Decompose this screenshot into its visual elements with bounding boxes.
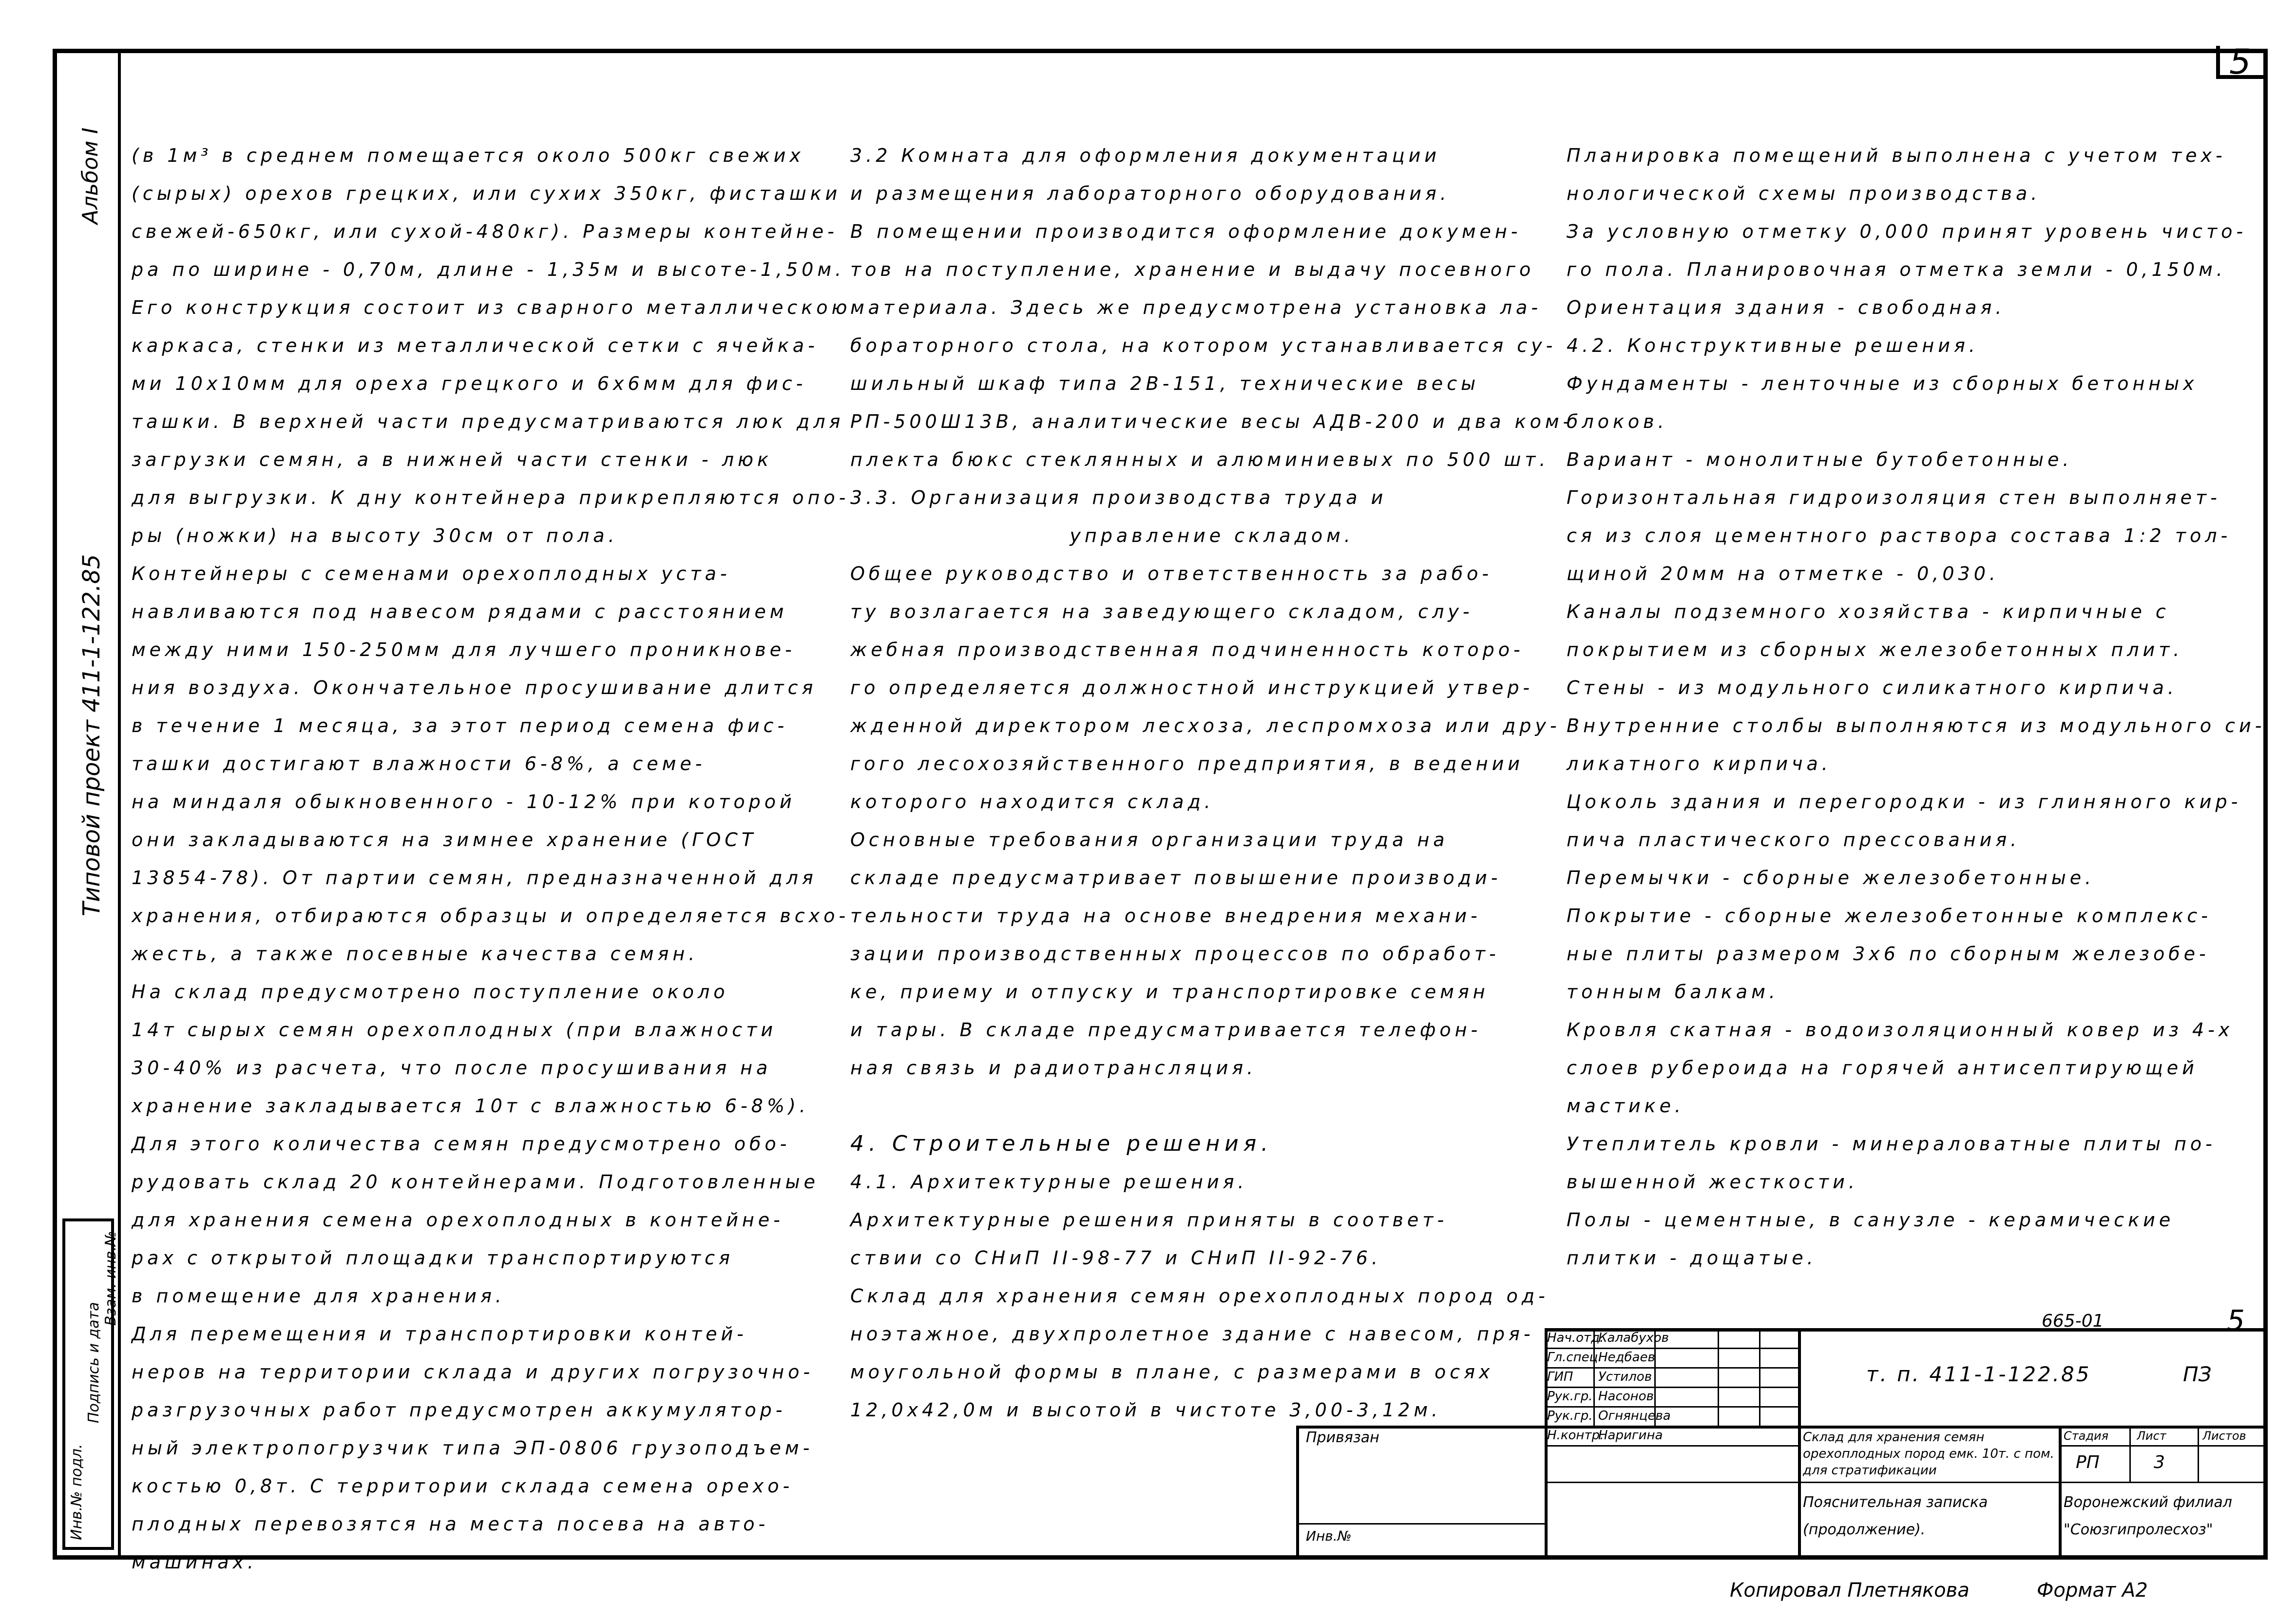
text-line: плодных перевозятся на места посева на авто- [132,1513,769,1535]
text-line: для хранения семена орехоплодных в контейне- [132,1209,784,1231]
paper-format: Формат А2 [2037,1579,2148,1602]
text-line: 3.3. Организация производства труда и [850,487,1387,508]
text-line: моугольной формы в плане, с размерами в осях [850,1361,1494,1383]
text-line: жесть, а также посевные качества семян. [132,943,699,965]
text-line: и тары. В складе предусматривается телефон- [850,1019,1482,1041]
text-line: хранения, отбираются образцы и определяется всхо- [132,905,850,927]
text-line: ноэтажное, двухпролетное здание с навесом, пря- [850,1323,1534,1345]
text-line: Полы - цементные, в санузле - керамические [1567,1209,2175,1231]
text-line: пича пластического прессования. [1567,829,2021,850]
sheet-label: Лист [2137,1429,2166,1443]
text-line: костью 0,8т. С территории склада семена орехо- [132,1475,794,1497]
stamp-inv: Инв.№ подл. [68,1444,85,1540]
text-line: ликатного кирпича. [1567,753,1832,774]
sig-name-1: Калабухов [1598,1331,1669,1345]
text-line: гого лесохозяйственного предприятия, в ведении [850,753,1524,774]
text-line: ташки достигают влажности 6-8%, а семе- [132,753,706,774]
text-line: они закладываются на зимнее хранение (ГОСТ [132,829,757,850]
sig-name-2: Недбаев [1598,1350,1655,1365]
text-line: ра по ширине - 0,70м, длине - 1,35м и высоте-1,50м. [132,259,845,280]
text-line: 12,0х42,0м и высотой в чистоте 3,00-3,12м. [850,1399,1442,1421]
text-line: Фундаменты - ленточные из сборных бетонных [1567,373,2198,394]
text-line: свежей-650кг, или сухой-480кг). Размеры контейне- [132,221,838,242]
text-line: ствии со СНиП II-98-77 и СНиП II-92-76. [850,1247,1382,1269]
text-line: неров на территории склада и других погрузочно- [132,1361,814,1383]
text-line: и размещения лабораторного оборудования. [850,183,1450,204]
object-name: Склад для хранения семян орехоплодных пород емк. 10т. с пом. для стратификации [1803,1430,2054,1478]
text-line: разгрузочных работ предусмотрен аккумулятор- [132,1399,786,1421]
text-line: навливаются под навесом рядами с расстоянием [132,601,788,622]
sheet-number: 5 [2229,42,2251,82]
organization: Воронежский филиал "Союзгипролесхоз" [2064,1494,2232,1538]
text-line: Склад для хранения семян орехоплодных пород од- [850,1285,1549,1307]
sig-role-2: Гл.спец. [1547,1350,1602,1365]
text-line: За условную отметку 0,000 принят уровень чисто- [1567,221,2247,242]
document-title: Пояснительная записка (продолжение). [1803,1494,1988,1538]
text-line: Утеплитель кровли - минераловатные плиты по- [1567,1133,2216,1155]
text-line: каркаса, стенки из металлической сетки с ячейка- [132,335,819,356]
sig-name-3: Устилов [1598,1370,1652,1384]
text-line: Его конструкция состоит из сварного металлическою [132,297,851,318]
text-line: 4. Строительные решения. [850,1131,1273,1156]
text-line: 14т сырых семян орехоплодных (при влажности [132,1019,777,1041]
text-line: жебная производственная подчиненность которо- [850,639,1524,660]
text-column-left [132,136,851,1581]
sig-name-6: Наригина [1598,1428,1663,1443]
text-line: мастике. [1567,1095,1685,1117]
text-line: жденной директором лесхоза, леспромхоза или дру- [850,715,1561,736]
text-line: РП-500Ш13В, аналитические весы АДВ-200 и два ком- [850,411,1574,432]
stage-label: Стадия [2064,1429,2109,1443]
text-line: загрузки семян, а в нижней части стенки - люк [132,449,772,470]
text-line: тов на поступление, хранение и выдачу посевного [850,259,1535,280]
text-line: Ориентация здания - свободная. [1567,297,2006,318]
text-line: Кровля скатная - водоизоляционный ковер из 4-х [1567,1019,2234,1041]
text-line: Планировка помещений выполнена с учетом тех- [1567,145,2226,166]
text-line: (сырых) орехов грецких, или сухих 350кг, фисташки [132,183,842,204]
text-line: Цоколь здания и перегородки - из глиняного кир- [1567,791,2242,812]
sig-role-6: Н.контр. [1547,1428,1604,1443]
text-line: плитки - дощатые. [1567,1247,1817,1269]
text-line [850,1087,1573,1125]
text-line: ры (ножки) на высоту 30см от пола. [132,525,618,546]
sig-role-4: Рук.гр. [1547,1389,1593,1404]
text-line: Каналы подземного хозяйства - кирпичные с [1567,601,2170,622]
text-line: го определяется должностной инструкцией утвер- [850,677,1534,698]
text-line: слоев рубероида на горячей антисептирующей [1567,1057,2198,1079]
text-line: в помещение для хранения. [132,1285,505,1307]
project-code: т. п. 411-1-122.85 [1866,1362,2091,1386]
text-line: материала. Здесь же предусмотрена установка ла- [850,297,1542,318]
copied-by: Копировал Плетнякова [1730,1579,1970,1602]
text-line: для выгрузки. К дну контейнера прикрепляются опо- [132,487,850,508]
stamp-signature: Подпись и дата [85,1302,102,1423]
text-line: В помещении производится оформление докумен- [850,221,1522,242]
sheets-label: Листов [2202,1429,2246,1443]
text-line: машинах. [132,1551,258,1573]
text-line: в течение 1 месяца, за этот период семена фис- [132,715,788,736]
text-line: Внутренние столбы выполняются из модульного си- [1567,715,2266,736]
text-line: покрытием из сборных железобетонных плит. [1567,639,2183,660]
stage-value: РП [2076,1452,2100,1472]
doc-type: ПЗ [2183,1362,2212,1386]
sig-name-4: Насонов [1598,1389,1654,1404]
text-line: Контейнеры с семенами орехоплодных уста- [132,563,731,584]
stamp-replace-inv: Взам. инв.№ [102,1231,119,1326]
text-line: вышенной жесткости. [1567,1171,1858,1193]
text-line: тельности труда на основе внедрения механи- [850,905,1481,927]
text-line: Общее руководство и ответственность за рабо- [850,563,1493,584]
text-line: рудовать склад 20 контейнерами. Подготовленные [132,1171,819,1193]
text-line: 30-40% из расчета, что после просушивания на [132,1057,772,1079]
text-line: (в 1м³ в среднем помещается около 500кг свежих [132,145,804,166]
sig-role-5: Рук.гр. [1547,1409,1593,1423]
text-line: 13854-78). От партии семян, предназначенной для [132,867,817,889]
text-line: Вариант - монолитные бутобетонные. [1567,449,2073,470]
text-line: Основные требования организации труда на [850,829,1449,850]
text-line: зации производственных процессов по обработ- [850,943,1500,965]
text-column-right [1567,136,2265,1277]
text-line: Для этого количества семян предусмотрено обо- [132,1133,791,1155]
text-column-middle [850,136,1573,1429]
title-sheet-number: 5 [2227,1304,2245,1337]
text-line: ташки. В верхней части предусматриваются люк для [132,411,844,432]
text-line: ся из слоя цементного раствора состава 1:2 тол- [1567,525,2232,546]
text-line: Покрытие - сборные железобетонные комплекс- [1567,905,2212,927]
text-line: На склад предусмотрено поступление около [132,981,729,1003]
text-line: ми 10х10мм для ореха грецкого и 6х6мм для фис- [132,373,807,394]
inv-label: Инв.№ [1306,1528,1352,1544]
sig-name-5: Огнянцева [1598,1409,1671,1423]
project-code-vertical: Типовой проект 411-1-122.85 [78,554,105,916]
text-line: управление складом. [1070,525,1354,546]
text-line: бораторного стола, на котором устанавливается су- [850,335,1557,356]
text-line: рах с открытой площадки транспортируются [132,1247,734,1269]
text-line: тонным балкам. [1567,981,1779,1003]
sig-role-1: Нач.отд. [1547,1331,1604,1345]
text-line: ке, приему и отпуску и транспортировке семян [850,981,1489,1003]
text-line: блоков. [1567,411,1668,432]
text-line: которого находится склад. [850,791,1214,812]
attached-label: Привязан [1306,1429,1379,1446]
text-line: 3.2 Комната для оформления документации [850,145,1440,166]
text-line: ная связь и радиотрансляция. [850,1057,1257,1079]
text-line: между ними 150-250мм для лучшего проникнове- [132,639,796,660]
sig-role-3: ГИП [1547,1370,1573,1384]
text-line: Горизонтальная гидроизоляция стен выполняет- [1567,487,2221,508]
text-line: шильный шкаф типа 2В-151, технические весы [850,373,1480,394]
text-line: 4.1. Архитектурные решения. [850,1171,1248,1193]
text-line: плекта бюкс стеклянных и алюминиевых по 500 шт. [850,449,1550,470]
text-line: ту возлагается на заведующего складом, слу- [850,601,1473,622]
text-line: Перемычки - сборные железобетонные. [1567,867,2095,889]
text-line: Стены - из модульного силикатного кирпича. [1567,677,2178,698]
text-line: хранение закладывается 10т с влажностью 6-8%). [132,1095,809,1117]
text-line: складе предусматривает повышение производи- [850,867,1502,889]
text-line: Архитектурные решения приняты в соответ- [850,1209,1448,1231]
text-line: ные плиты размером 3х6 по сборным железобе- [1567,943,2210,965]
text-line: нологической схемы производства. [1567,183,2041,204]
text-line: ный электропогрузчик типа ЭП-0806 грузоподъем- [132,1437,814,1459]
text-line: ния воздуха. Окончательное просушивание длится [132,677,817,698]
text-line: Для перемещения и транспортировки контей- [132,1323,747,1345]
text-line: 4.2. Конструктивные решения. [1567,335,1979,356]
text-line: го пола. Планировочная отметка земли - 0,150м. [1567,259,2226,280]
text-line: щиной 20мм на отметке - 0,030. [1567,563,1999,584]
text-line: на миндаля обыкновенного - 10-12% при которой [132,791,796,812]
album-label: Альбом I [78,127,103,224]
series-code: 665-01 [2042,1311,2104,1331]
sheet-value: 3 [2154,1452,2165,1472]
